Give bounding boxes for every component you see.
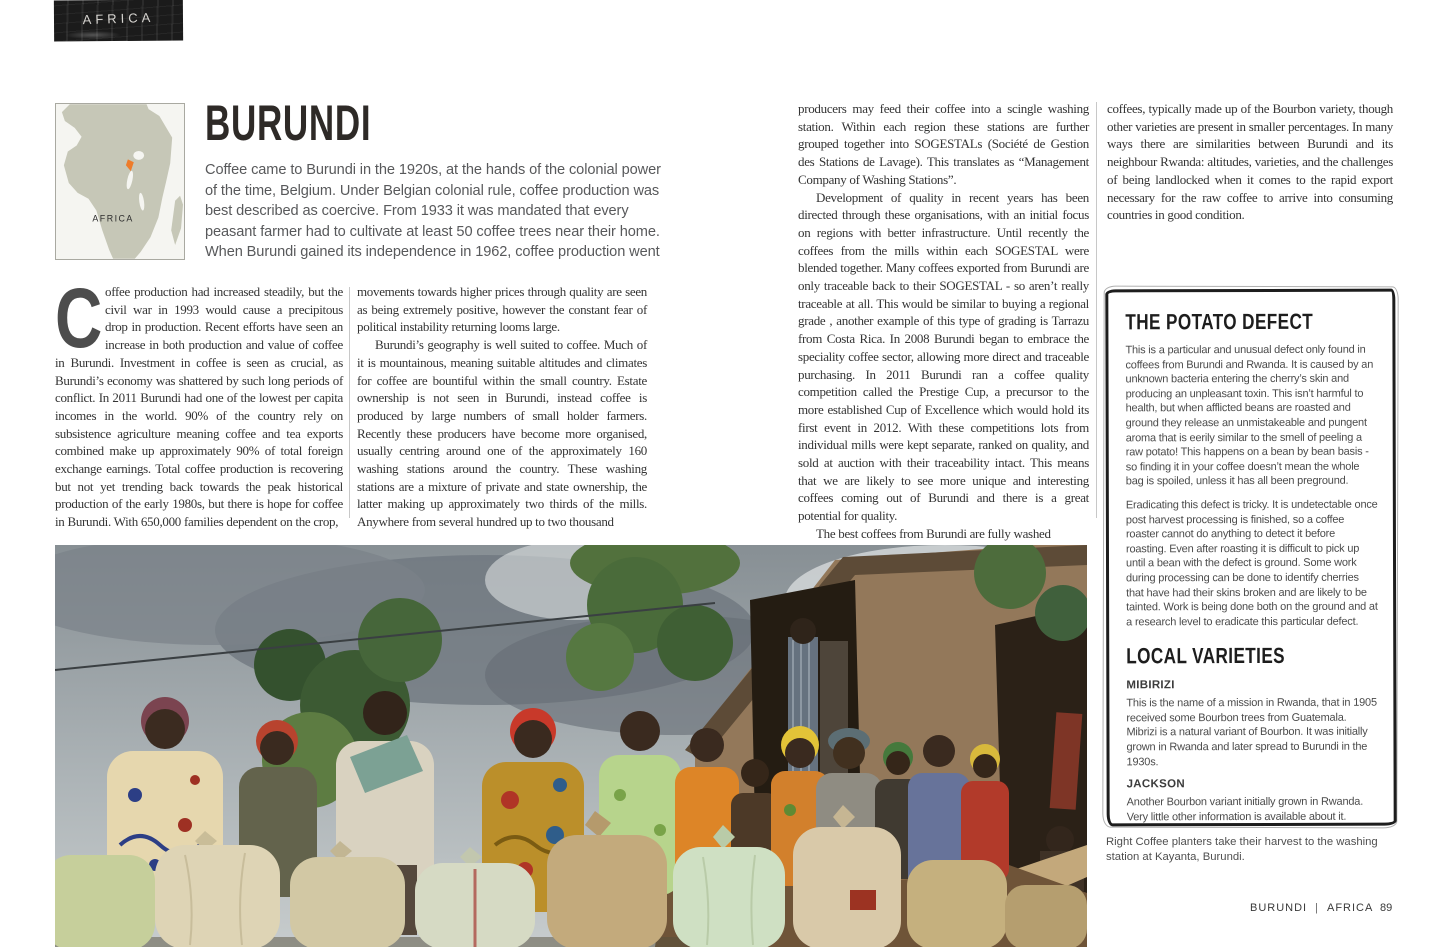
body-column-2 [357,283,647,531]
dropcap: C [55,271,103,365]
variety-text-mibirizi: This is the name of a mission in Rwanda, that in 1905 received some Bourbon trees from Guatemala. Mibrizi is a natural variant of Bourbon. It was initially grown in Rwanda and later spread to Burundi in the 1930s. [1126,696,1377,768]
section-tab-label: AFRICA [82,9,155,28]
africa-map-graphic [56,104,184,259]
page-number: 89 [1380,902,1393,914]
variety-name-jackson: JACKSON [1126,778,1185,791]
column-divider-right [1096,102,1097,518]
body-text-1: offee production had increased steadily, but the civil war in 1993 would cause a precipitous drop in production. Recent efforts have seen an increase in both production and value of coffee in Burundi. Investment in coffee is seen as crucial, as Burundi’s economy was shattered by such long periods of conflict. In 2011 Burundi had one of the lowest per capita incomes in the world. 90% of the country rely on subsistence agriculture meaning coffee and tea exports combined make up approximately 90% of total foreign exchange earnings. Total coffee production is recovering but not yet trending back towards the peak historical production of the early 1980s, but there is hope for coffee in Burundi. With 650,000 families dependent on the crop, [55,284,343,530]
body-text-2a: movements towards higher prices through quality are seen as being extremely positive, however the constant fear of political instability returning looms large. [357,284,647,335]
sidebar-feature-box [1105,289,1396,827]
column-divider-left [349,287,350,518]
africa-locator-map [55,103,185,260]
body-text-3a: producers may feed their coffee into a scingle washing station. Within each region these stations are further grouped together into SOGESTALs (Société de Gestion des Stations de Lavage). This translates as “Management Company of Washing Stations”. [798,101,1089,187]
section-tab [54,0,183,41]
sidebar-title: THE POTATO DEFECT [1125,308,1314,335]
page-title: BURUNDI [205,95,372,151]
photo-caption: Right Coffee planters take their harvest to the washing station at Kayanta, Burundi. [1106,836,1378,863]
body-text-2b: Burundi’s geography is well suited to coffee. Much of it is mountainous, meaning suitable altitudes and climates for coffee are bountiful within the small country. Estate ownership is not seen in Burundi, instead coffee is produced by large numbers of small holder farmers. Recently these producers have become more organised, usually centring around one of the approximately 160 washing stations around the country. These washing stations are a mixture of private and state ownership, the latter making up approximately two thirds of the mills. Anywhere from several hundred up to two thousand [357,337,647,530]
body-text-3c: The best coffees from Burundi are fully washed [816,525,1051,541]
body-column-4 [1107,100,1393,224]
photo [55,545,1087,947]
photo-illustration [55,545,1087,947]
intro-paragraph: Coffee came to Burundi in the 1920s, at the hands of the colonial power of the time, Belgium. Under Belgian colonial rule, coffee production was best described as coercive. From 1933 it was mandated that every peasant farmer had to cultivate at least 50 coffee trees near their home. When Burundi gained its independence in 1962, coffee production went [205,162,661,260]
body-column-1 [55,271,343,531]
sidebar-paragraph-2: Eradicating this defect is tricky. It is undetectable once post harvest processing is finished, so a coffee roaster cannot do anything to detect it before roasting. Even after roasting it is difficult to pick up until a bean with the defect is ground. Some work during processing can be done to identify cherries that have had their skins broken and are likely to be tainted. Work is being done both on the ground and at a research level to eradicate this particular defect. [1125,498,1378,629]
body-text-3b: Development of quality in recent years has been directed through these organisations, with an initial focus on regions with better infrastructure. Until recently the coffees from the mills within each SOGESTAL were blended together. Many coffees exported from Burundi are only traceable back to their SOGESTAL - so aren’t really traceable at all. This would be similar to buying a regional grade , another example of this type of grading is Tarrazu from Costa Rica. In 2008 Burundi began to embrace the speciality coffee sector, allowing more direct and traceable purchasing. In 2011 Burundi ran a coffee quality competition called the Prestige Cup, a precursor to the more established Cup of Excellence which would hold its first event in 2012. With these competitions lots from individual mills were kept separate, ranked on quality, and sold at auction with their traceability intact. This means that we are likely to see more unique and interesting coffees coming out of Burundi and there is a great potential for quality. [798,189,1089,524]
variety-text-jackson: Another Bourbon variant initially grown in Rwanda. Very little other information is available about it. [1126,795,1364,824]
footer-separator: | [1315,902,1319,914]
variety-name-mibirizi: MIBIRIZI [1126,679,1175,692]
running-footer [1250,902,1396,914]
footer-chapter: BURUNDI [1250,902,1308,914]
local-varieties-title: LOCAL VARIETIES [1126,643,1286,669]
sidebar-paragraph-1: This is a particular and unusual defect only found in coffees from Burundi and Rwanda. It is caused by an unknown bacteria entering the cherry’s skin and producing an unpleasant toxin. This isn’t harmful to health, but when afflicted beans are roasted and ground they release an unmistakeable and pungent aroma that is eerily similar to the smell of peeling a raw potato! This happens on a bean by bean basis - so finding it in your coffee doesn’t mean the whole bag is spoiled, unless it has all been preground. [1125,343,1374,488]
footer-section: AFRICA [1326,902,1374,914]
map-label: AFRICA [92,213,134,224]
body-text-4: coffees, typically made up of the Bourbon variety, though other varieties are present in smaller percentages. In many ways there are similarities between Burundi and its neighbour Rwanda: altitudes, varieties, and the challenges of being landlocked when it comes to the rapid export necessary for the raw coffee to arrive into consuming countries in good condition. [1107,101,1393,223]
body-column-3 [798,100,1089,543]
